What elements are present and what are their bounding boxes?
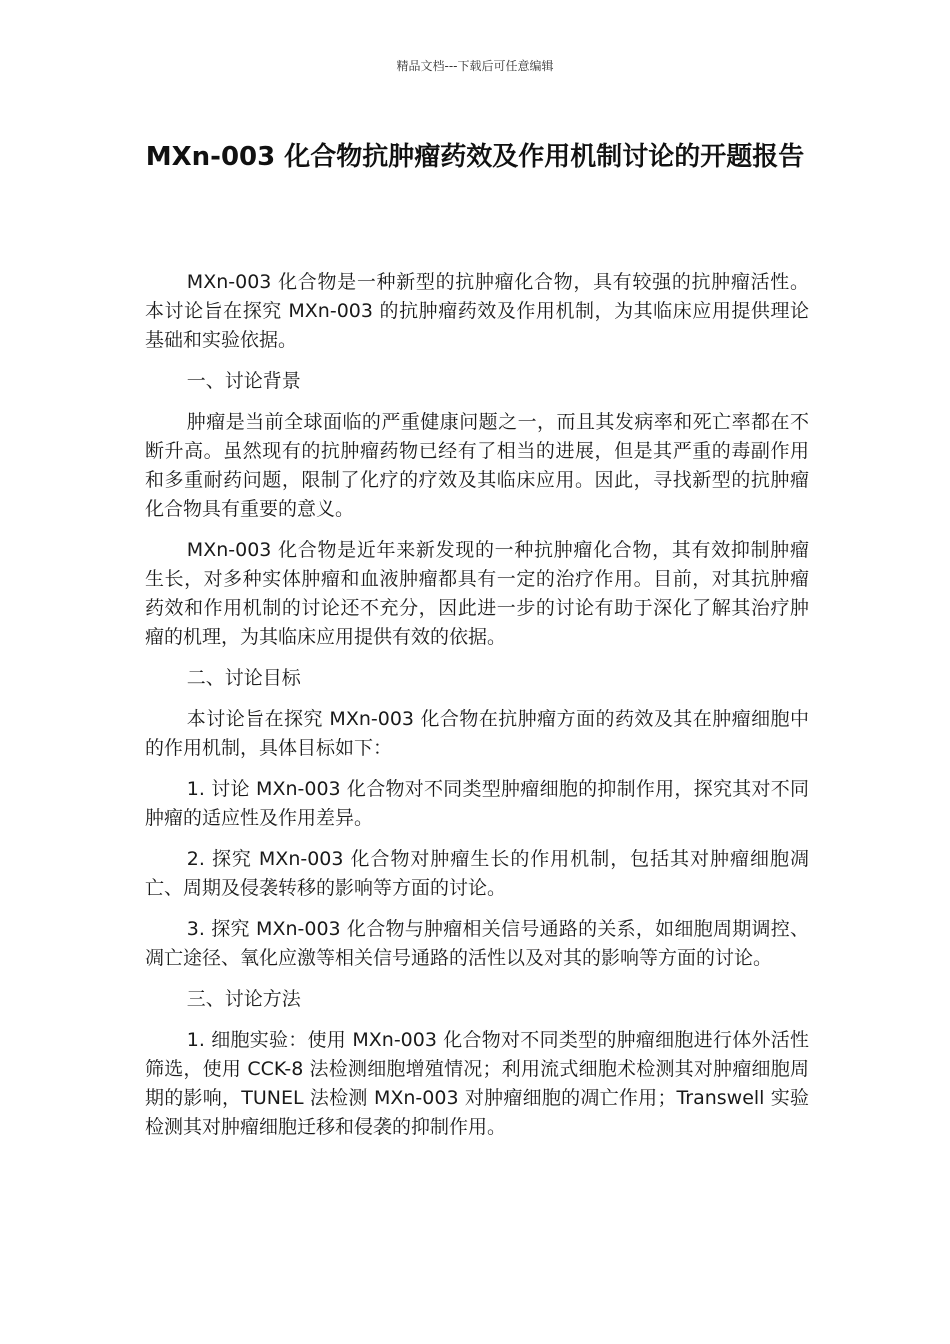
- method-item-1: 1. 细胞实验：使用 MXn-003 化合物对不同类型的肿瘤细胞进行体外活性筛选，使用 CCK-8 法检测细胞增殖情况；利用流式细胞术检测其对肿瘤细胞周期的影响，TUNEL 法检测 MXn-003 对肿瘤细胞的凋亡作用；Transwell 实验检测其对肿瘤细胞迁移和侵袭的抑制作用。: [145, 1029, 809, 1138]
- objective-item-1: 1. 讨论 MXn-003 化合物对不同类型肿瘤细胞的抑制作用，探究其对不同肿瘤的适应性及作用差异。: [145, 778, 809, 829]
- objective-item-3: 3. 探究 MXn-003 化合物与肿瘤相关信号通路的关系，如细胞周期调控、凋亡途径、氧化应激等相关信号通路的活性以及对其的影响等方面的讨论。: [145, 918, 809, 969]
- background-paragraph-2: MXn-003 化合物是近年来新发现的一种抗肿瘤化合物，其有效抑制肿瘤生长，对多种实体肿瘤和血液肿瘤都具有一定的治疗作用。目前，对其抗肿瘤药效和作用机制的讨论还不充分，因此进一步的讨论有助于深化了解其治疗肿瘤的机理，为其临床应用提供有效的依据。: [145, 539, 809, 648]
- document-body: [145, 268, 809, 1154]
- section-heading-objectives: 二、讨论目标: [186, 667, 301, 689]
- section-heading-background: 一、讨论背景: [186, 370, 301, 392]
- objective-item-2: 2. 探究 MXn-003 化合物对肿瘤生长的作用机制，包括其对肿瘤细胞凋亡、周期及侵袭转移的影响等方面的讨论。: [145, 848, 809, 899]
- background-paragraph-1: 肿瘤是当前全球面临的严重健康问题之一，而且其发病率和死亡率都在不断升高。虽然现有的抗肿瘤药物已经有了相当的进展，但是其严重的毒副作用和多重耐药问题，限制了化疗的疗效及其临床应用。因此，寻找新型的抗肿瘤化合物具有重要的意义。: [145, 411, 809, 520]
- header-note: 精品文档---下载后可任意编辑: [396, 59, 554, 73]
- intro-paragraph: MXn-003 化合物是一种新型的抗肿瘤化合物，具有较强的抗肿瘤活性。本讨论旨在探究 MXn-003 的抗肿瘤药效及作用机制，为其临床应用提供理论基础和实验依据。: [145, 271, 809, 351]
- objectives-paragraph-intro: 本讨论旨在探究 MXn-003 化合物在抗肿瘤方面的药效及其在肿瘤细胞中的作用机制，具体目标如下：: [145, 708, 809, 759]
- document-title: MXn-003 化合物抗肿瘤药效及作用机制讨论的开题报告: [145, 142, 805, 172]
- section-heading-methods: 三、讨论方法: [186, 988, 301, 1010]
